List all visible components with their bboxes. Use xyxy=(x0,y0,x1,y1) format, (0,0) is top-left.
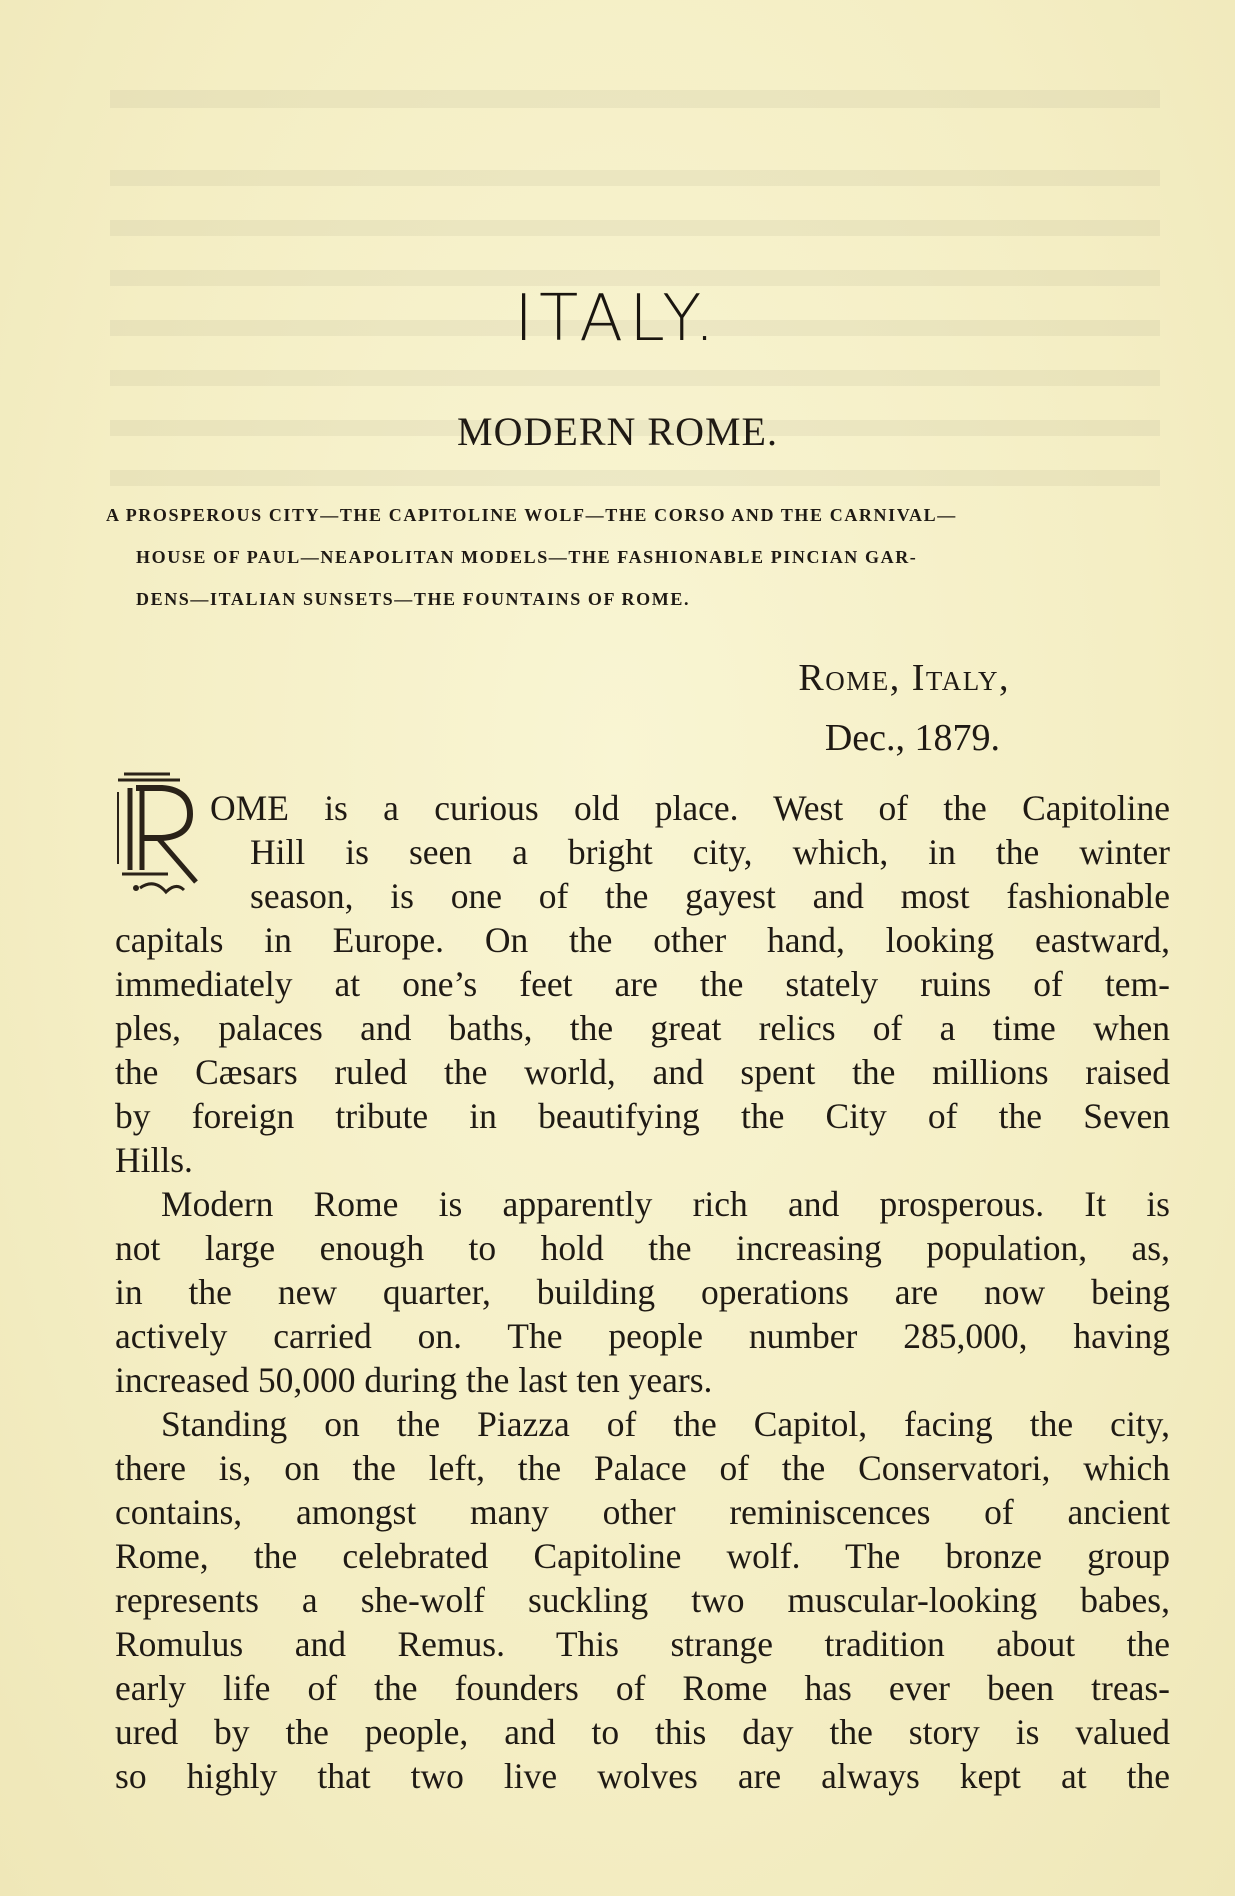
synopsis-line: HOUSE OF PAUL—NEAPOLITAN MODELS—THE FASHIONABLE PINCIAN GAR- xyxy=(136,547,918,567)
body-line: ured by the people, and to this day the story is valued xyxy=(115,1712,1170,1752)
body-line: Rome, the celebrated Capitoline wolf. The bronze group xyxy=(115,1536,1170,1576)
body-line: increased 50,000 during the last ten years. xyxy=(115,1360,713,1400)
body-line: OME is a curious old place. West of the Capitoline xyxy=(210,788,1170,828)
body-text xyxy=(115,786,1170,1798)
body-line: capitals in Europe. On the other hand, looking eastward, xyxy=(115,920,1170,960)
body-line: the Cæsars ruled the world, and spent the millions raised xyxy=(115,1052,1170,1092)
body-line: contains, amongst many other reminiscences of ancient xyxy=(115,1492,1170,1532)
chapter-synopsis xyxy=(106,494,1166,620)
body-line: not large enough to hold the increasing population, as, xyxy=(115,1228,1170,1268)
body-line: Modern Rome is apparently rich and prosperous. It is xyxy=(161,1184,1170,1224)
body-line: actively carried on. The people number 285,000, having xyxy=(115,1316,1170,1356)
body-line: early life of the founders of Rome has ever been treas- xyxy=(115,1668,1170,1708)
body-line: in the new quarter, building operations are now being xyxy=(115,1272,1170,1312)
synopsis-line: DENS—ITALIAN SUNSETS—THE FOUNTAINS OF ROME. xyxy=(136,589,691,609)
body-line: Hills. xyxy=(115,1140,193,1180)
body-line: there is, on the left, the Palace of the Conservatori, which xyxy=(115,1448,1170,1488)
body-line: ples, palaces and baths, the great relics of a time when xyxy=(115,1008,1170,1048)
body-line: represents a she-wolf suckling two muscular-looking babes, xyxy=(115,1580,1170,1620)
dateline xyxy=(798,648,1010,768)
chapter-subtitle: MODERN ROME. xyxy=(457,409,778,454)
body-line: Standing on the Piazza of the Capitol, facing the city, xyxy=(161,1404,1170,1444)
body-line: immediately at one’s feet are the stately ruins of tem- xyxy=(115,964,1170,1004)
body-line: so highly that two live wolves are always kept at the xyxy=(115,1756,1170,1796)
dateline-place: Rome, Italy, xyxy=(798,657,1010,699)
synopsis-line: A PROSPEROUS CITY—THE CAPITOLINE WOLF—THE CORSO AND THE CARNIVAL— xyxy=(106,505,957,525)
chapter-title: ITALY. xyxy=(514,282,721,356)
body-line: Romulus and Remus. This strange tradition about the xyxy=(115,1624,1170,1664)
body-line: season, is one of the gayest and most fashionable xyxy=(250,876,1170,916)
body-line: Hill is seen a bright city, which, in the winter xyxy=(250,832,1170,872)
dateline-date: Dec., 1879. xyxy=(824,717,1000,759)
body-line: by foreign tribute in beautifying the City of the Seven xyxy=(115,1096,1170,1136)
